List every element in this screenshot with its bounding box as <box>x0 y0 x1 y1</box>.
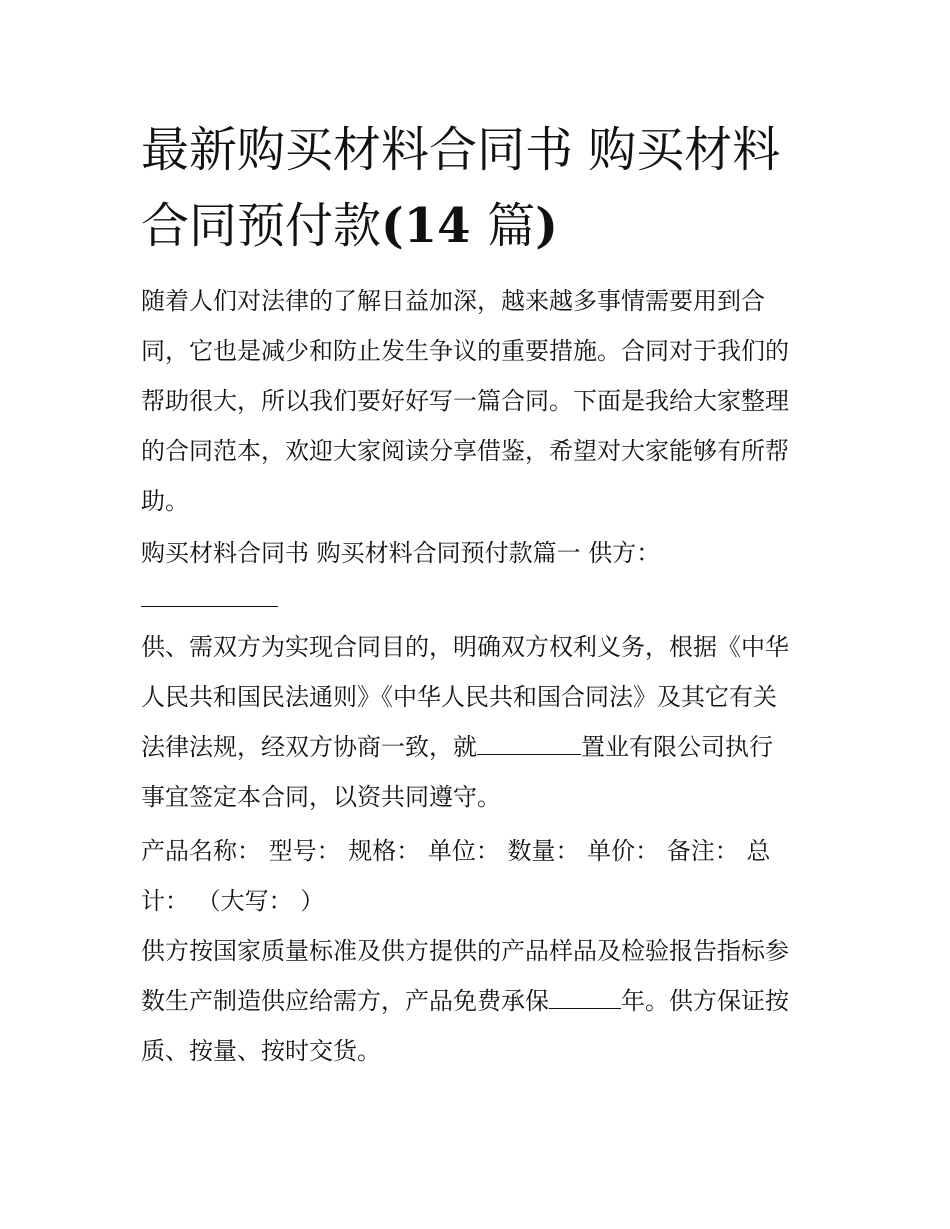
intro-line: 的合同范本，欢迎大家阅读分享借鉴，希望对大家能够有所帮 <box>141 437 789 465</box>
quality-line <box>141 976 821 1026</box>
section-heading-text: 购买材料合同书 购买材料合同预付款篇一 供方： <box>141 539 661 567</box>
purpose-line-3-before: 法律法规，经双方协商一致，就 <box>141 733 477 761</box>
title-line-2-text: 合同预付款 <box>141 198 382 254</box>
supplier-blank-line <box>141 606 278 607</box>
purpose-paragraph <box>141 622 821 822</box>
intro-line: 帮助很大，所以我们要好好写一篇合同。下面是我给大家整理 <box>141 387 789 415</box>
quality-line-2-after: 年。供方保证按 <box>621 987 789 1015</box>
title-close-paren: ) <box>535 198 558 254</box>
title-line-2 <box>141 188 841 264</box>
purpose-line <box>141 722 821 772</box>
quality-line: 供方按国家质量标准及供方提供的产品样品及检验报告指标参 <box>141 937 789 965</box>
intro-line: 同，它也是减少和防止发生争议的重要措施。合同对于我们的 <box>141 337 789 365</box>
title-article-count: (14 <box>381 198 488 254</box>
intro-line: 随着人们对法律的了解日益加深，越来越多事情需要用到合 <box>141 287 765 315</box>
quality-line-2-before: 数生产制造供应给需方，产品免费承保 <box>141 987 549 1015</box>
company-name-blank <box>477 734 581 755</box>
quality-paragraph <box>141 926 821 1076</box>
product-fields <box>141 826 821 926</box>
product-total-line: 计： （大写： ） <box>141 887 325 915</box>
warranty-years-blank <box>549 988 621 1009</box>
purpose-line-3-after: 置业有限公司执行 <box>581 733 773 761</box>
intro-line: 助。 <box>141 487 189 515</box>
section-heading <box>141 528 821 578</box>
purpose-line: 人民共和国民法通则》《中华人民共和国合同法》及其它有关 <box>141 683 777 711</box>
title-line-1: 最新购买材料合同书 购买材料 <box>141 122 781 178</box>
title-article-unit: 篇 <box>487 198 536 254</box>
product-fields-line: 产品名称： 型号： 规格： 单位： 数量： 单价： 备注： 总 <box>141 837 771 865</box>
document-title <box>141 112 841 264</box>
purpose-line: 事宜签定本合同，以资共同遵守。 <box>141 783 501 811</box>
purpose-line: 供、需双方为实现合同目的，明确双方权利义务，根据《中华 <box>141 633 789 661</box>
quality-line: 质、按量、按时交货。 <box>141 1037 381 1065</box>
intro-paragraph <box>141 276 821 526</box>
